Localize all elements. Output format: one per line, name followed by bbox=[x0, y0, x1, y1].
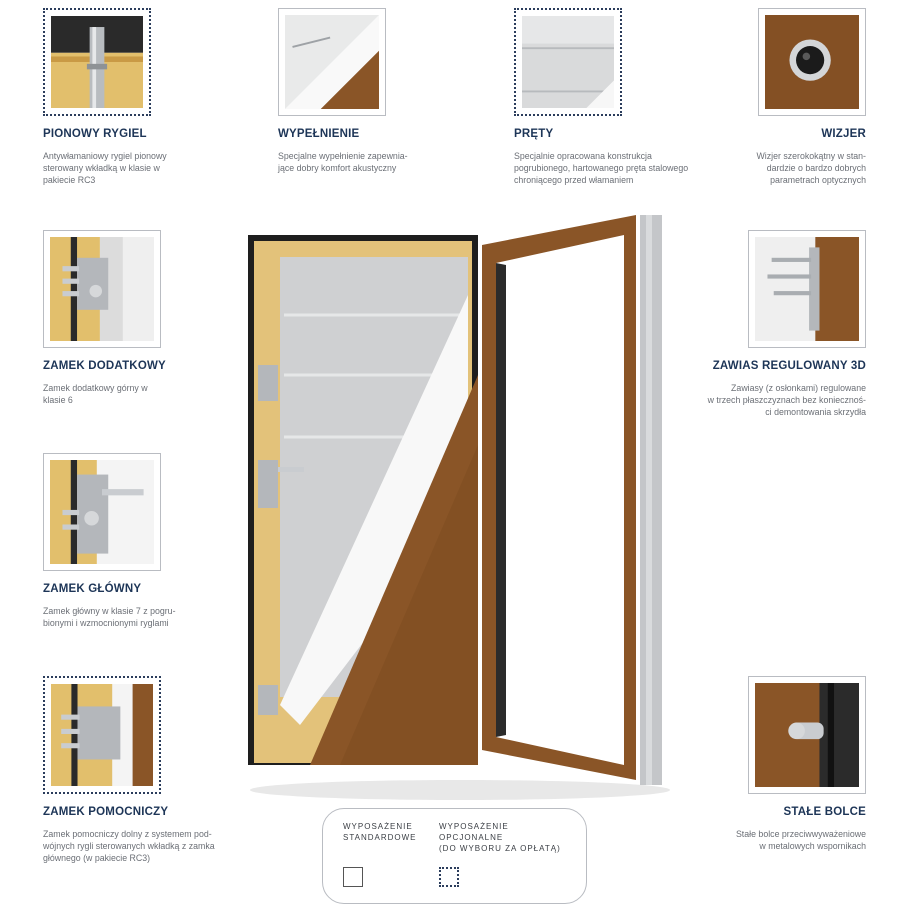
feature-title: ZAMEK DODATKOWY bbox=[43, 360, 166, 372]
feature-zamek-pomocniczy bbox=[43, 676, 263, 864]
feature-stale-bolce bbox=[656, 676, 866, 852]
main-lock-icon bbox=[43, 453, 161, 571]
hinge-icon bbox=[748, 230, 866, 348]
standard-square-icon bbox=[343, 867, 363, 887]
steel-rods-icon bbox=[514, 8, 622, 116]
feature-wypelnienie bbox=[278, 8, 488, 174]
legend-optional-label-2: OPCJONALNE bbox=[439, 833, 504, 842]
legend-optional-label-1: WYPOSAŻENIE bbox=[439, 822, 509, 831]
feature-title: ZAMEK GŁÓWNY bbox=[43, 583, 142, 595]
feature-description: Zamek pomocniczy dolny z systemem pod- wójnych rygli sterowanych wkładką z zamka głównego (w pakiecie RC3) bbox=[43, 829, 215, 863]
feature-zamek-dodatkowy bbox=[43, 230, 253, 406]
equipment-legend bbox=[322, 808, 587, 904]
feature-description: Antywłamaniowy rygiel pionowy sterowany wkładką w klasie w pakiecie RC3 bbox=[43, 151, 167, 185]
feature-title: WYPEŁNIENIE bbox=[278, 128, 360, 140]
vertical-bolt-icon bbox=[43, 8, 151, 116]
feature-title: ZAMEK POMOCNICZY bbox=[43, 806, 169, 818]
feature-description: Wizjer szerokokątny w stan- dardzie o bardzo dobrych parametrach optycznych bbox=[756, 151, 866, 185]
fixed-pin-icon bbox=[748, 676, 866, 794]
additional-lock-icon bbox=[43, 230, 161, 348]
insulation-filling-icon bbox=[278, 8, 386, 116]
feature-title: STAŁE BOLCE bbox=[783, 806, 866, 818]
peephole-icon bbox=[758, 8, 866, 116]
feature-zamek-glowny bbox=[43, 453, 253, 629]
feature-title: ZAWIAS REGULOWANY 3D bbox=[712, 360, 866, 372]
feature-title: PRĘTY bbox=[514, 128, 554, 140]
door-cutaway-illustration bbox=[240, 205, 680, 805]
feature-description: Stałe bolce przeciwwyważeniowe w metalowych wspornikach bbox=[735, 829, 866, 851]
feature-description: Zawiasy (z osłonkami) regulowane w trzech płaszczyznach bez koniecznoś- ci demontowania skrzydła bbox=[707, 383, 866, 417]
legend-standard-label-2: STANDARDOWE bbox=[343, 833, 417, 842]
optional-dotted-square-icon bbox=[439, 867, 459, 887]
feature-pionowy-rygiel bbox=[43, 8, 253, 186]
feature-wizjer bbox=[656, 8, 866, 186]
legend-standard bbox=[343, 821, 417, 843]
legend-standard-label-1: WYPOSAŻENIE bbox=[343, 822, 413, 831]
legend-optional bbox=[439, 821, 561, 854]
feature-title: PIONOWY RYGIEL bbox=[43, 128, 147, 140]
feature-title: WIZJER bbox=[821, 128, 866, 140]
feature-zawias bbox=[656, 230, 866, 418]
feature-description: Specjalne wypełnienie zapewnia- jące dobry komfort akustyczny bbox=[278, 151, 408, 173]
feature-description: Zamek dodatkowy górny w klasie 6 bbox=[43, 383, 148, 405]
auxiliary-lock-icon bbox=[43, 676, 161, 794]
feature-description: Specjalnie opracowana konstrukcja pogrubionego, hartowanego pręta stalowego chroniącego przed włamaniem bbox=[514, 151, 689, 185]
feature-description: Zamek główny w klasie 7 z pogru- bionymi i wzmocnionymi ryglami bbox=[43, 606, 176, 628]
legend-optional-label-3: (DO WYBORU ZA OPŁATĄ) bbox=[439, 844, 561, 853]
